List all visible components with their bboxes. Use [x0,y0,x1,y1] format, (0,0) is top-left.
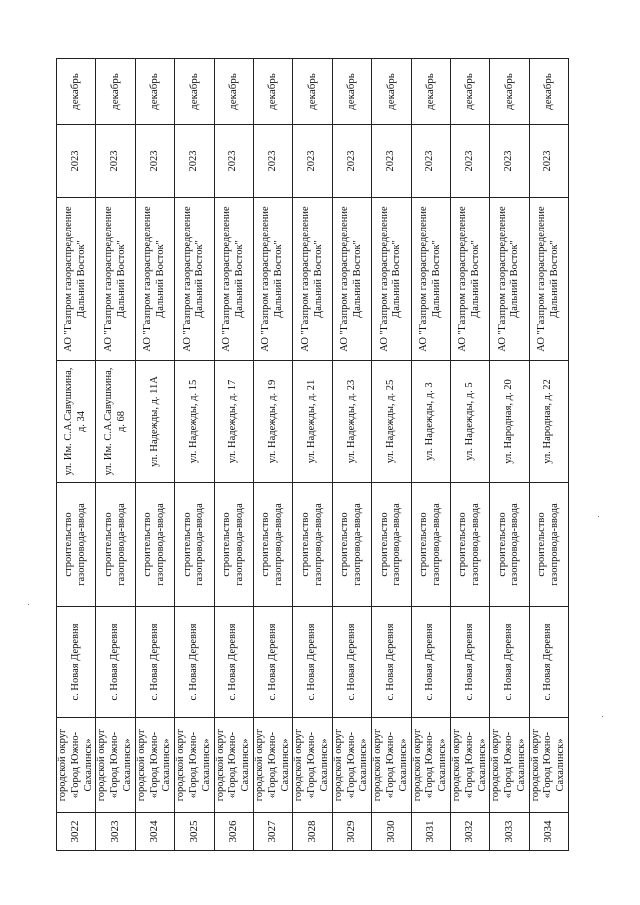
row-number: 3027 [253,813,292,851]
settlement-cell: с. Новая Деревня [490,607,529,718]
settlement-cell: с. Новая Деревня [450,607,489,718]
work-type-cell: строительство газопровода-ввода [332,483,371,607]
table-row [490,59,529,851]
municipality-cell: городской округ «Город Южно-Сахалинск» [175,718,214,813]
settlement-cell: с. Новая Деревня [214,607,253,718]
address-cell: ул. Народная, д. 22 [529,361,568,483]
month-cell: декабрь [57,59,96,125]
settlement-cell: с. Новая Деревня [96,607,135,718]
work-type-cell: строительство газопровода-ввода [175,483,214,607]
month-cell: декабрь [411,59,450,125]
address-cell: ул. Надежды, д. 3 [411,361,450,483]
work-type-cell: строительство газопровода-ввода [135,483,174,607]
year-cell: 2023 [175,125,214,198]
month-cell: декабрь [490,59,529,125]
settlement-cell: с. Новая Деревня [529,607,568,718]
settlement-cell: с. Новая Деревня [332,607,371,718]
settlement-cell: с. Новая Деревня [411,607,450,718]
address-cell: ул. Надежды, д. 23 [332,361,371,483]
municipality-cell: городской округ «Город Южно-Сахалинск» [253,718,292,813]
address-cell: ул. Надежды, д. 21 [293,361,332,483]
table-row [411,59,450,851]
work-type-cell: строительство газопровода-ввода [57,483,96,607]
row-number: 3029 [332,813,371,851]
address-cell: ул. Надежды, д. 17 [214,361,253,483]
settlement-cell: с. Новая Деревня [253,607,292,718]
table-row [372,59,411,851]
organization-cell: АО "Газпром газораспределение Дальний Восток" [57,198,96,361]
address-cell: ул. Народная, д. 20 [490,361,529,483]
year-cell: 2023 [253,125,292,198]
organization-cell: АО "Газпром газораспределение Дальний Восток" [253,198,292,361]
row-number: 3030 [372,813,411,851]
year-cell: 2023 [135,125,174,198]
month-cell: декабрь [372,59,411,125]
month-cell: декабрь [214,59,253,125]
table-row [96,59,135,851]
work-type-cell: строительство газопровода-ввода [253,483,292,607]
address-cell: ул. Надежды, д. 19 [253,361,292,483]
organization-cell: АО "Газпром газораспределение Дальний Восток" [450,198,489,361]
scan-speck [602,716,603,717]
organization-cell: АО "Газпром газораспределение Дальний Восток" [372,198,411,361]
year-cell: 2023 [293,125,332,198]
month-cell: декабрь [175,59,214,125]
row-number: 3034 [529,813,568,851]
scan-speck [28,604,29,605]
settlement-cell: с. Новая Деревня [372,607,411,718]
organization-cell: АО "Газпром газораспределение Дальний Восток" [175,198,214,361]
table-row [135,59,174,851]
gas-connection-registry-table [56,58,569,851]
settlement-cell: с. Новая Деревня [57,607,96,718]
address-cell: ул. Им. С.А.Савушкина, д. 68 [96,361,135,483]
table-row [332,59,371,851]
address-cell: ул. Им. С.А.Савушкина, д. 34 [57,361,96,483]
row-number: 3033 [490,813,529,851]
organization-cell: АО "Газпром газораспределение Дальний Восток" [293,198,332,361]
year-cell: 2023 [450,125,489,198]
settlement-cell: с. Новая Деревня [175,607,214,718]
work-type-cell: строительство газопровода-ввода [450,483,489,607]
settlement-cell: с. Новая Деревня [293,607,332,718]
work-type-cell: строительство газопровода-ввода [214,483,253,607]
municipality-cell: городской округ «Город Южно-Сахалинск» [293,718,332,813]
municipality-cell: городской округ «Город Южно-Сахалинск» [214,718,253,813]
municipality-cell: городской округ «Город Южно-Сахалинск» [332,718,371,813]
table-row [450,59,489,851]
municipality-cell: городской округ «Город Южно-Сахалинск» [450,718,489,813]
row-number: 3022 [57,813,96,851]
work-type-cell: строительство газопровода-ввода [293,483,332,607]
month-cell: декабрь [450,59,489,125]
table-row [293,59,332,851]
month-cell: декабрь [332,59,371,125]
row-number: 3026 [214,813,253,851]
municipality-cell: городской округ «Город Южно-Сахалинск» [135,718,174,813]
month-cell: декабрь [293,59,332,125]
organization-cell: АО "Газпром газораспределение Дальний Восток" [96,198,135,361]
year-cell: 2023 [490,125,529,198]
month-cell: декабрь [529,59,568,125]
row-number: 3023 [96,813,135,851]
year-cell: 2023 [214,125,253,198]
scan-speck [598,516,599,517]
organization-cell: АО "Газпром газораспределение Дальний Восток" [135,198,174,361]
address-cell: ул. Надежды, д. 11А [135,361,174,483]
month-cell: декабрь [253,59,292,125]
year-cell: 2023 [372,125,411,198]
municipality-cell: городской округ «Город Южно-Сахалинск» [490,718,529,813]
row-number: 3031 [411,813,450,851]
row-number: 3025 [175,813,214,851]
month-cell: декабрь [135,59,174,125]
organization-cell: АО "Газпром газораспределение Дальний Восток" [490,198,529,361]
table-row [175,59,214,851]
table-row [214,59,253,851]
work-type-cell: строительство газопровода-ввода [96,483,135,607]
organization-cell: АО "Газпром газораспределение Дальний Восток" [529,198,568,361]
row-number: 3024 [135,813,174,851]
year-cell: 2023 [57,125,96,198]
municipality-cell: городской округ «Город Южно-Сахалинск» [96,718,135,813]
address-cell: ул. Надежды, д. 15 [175,361,214,483]
organization-cell: АО "Газпром газораспределение Дальний Восток" [332,198,371,361]
work-type-cell: строительство газопровода-ввода [490,483,529,607]
settlement-cell: с. Новая Деревня [135,607,174,718]
year-cell: 2023 [411,125,450,198]
organization-cell: АО "Газпром газораспределение Дальний Восток" [214,198,253,361]
row-number: 3032 [450,813,489,851]
organization-cell: АО "Газпром газораспределение Дальний Восток" [411,198,450,361]
municipality-cell: городской округ «Город Южно-Сахалинск» [57,718,96,813]
table-row [57,59,96,851]
address-cell: ул. Надежды, д. 5 [450,361,489,483]
row-number: 3028 [293,813,332,851]
table-row [253,59,292,851]
work-type-cell: строительство газопровода-ввода [372,483,411,607]
work-type-cell: строительство газопровода-ввода [411,483,450,607]
year-cell: 2023 [332,125,371,198]
work-type-cell: строительство газопровода-ввода [529,483,568,607]
table-row [529,59,568,851]
municipality-cell: городской округ «Город Южно-Сахалинск» [529,718,568,813]
year-cell: 2023 [96,125,135,198]
address-cell: ул. Надежды, д. 25 [372,361,411,483]
month-cell: декабрь [96,59,135,125]
municipality-cell: городской округ «Город Южно-Сахалинск» [372,718,411,813]
municipality-cell: городской округ «Город Южно-Сахалинск» [411,718,450,813]
year-cell: 2023 [529,125,568,198]
